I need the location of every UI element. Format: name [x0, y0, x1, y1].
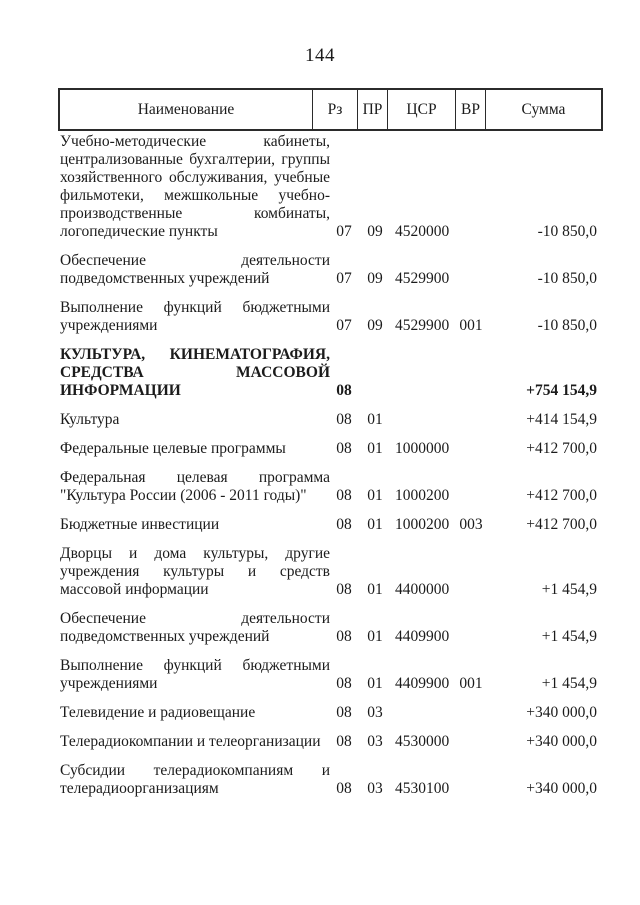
row-name: Обеспечение деятельности подведомственных учреждений: [60, 252, 330, 287]
row-pr-code: 01: [367, 487, 383, 504]
table-row: [58, 411, 603, 429]
row-vr-code: 003: [459, 516, 483, 533]
row-csr-code: 4520000: [395, 223, 450, 240]
row-sum-value: -10 850,0: [537, 317, 597, 334]
row-rz-code: 08: [336, 440, 352, 457]
table-row: [58, 133, 603, 241]
row-name: Культура: [60, 411, 120, 428]
row-sum-value: +412 700,0: [526, 516, 597, 533]
row-sum-value: +414 154,9: [526, 411, 597, 428]
row-name: Телевидение и радиовещание: [60, 704, 256, 721]
row-rz-code: 08: [336, 382, 352, 399]
column-header-csr: ЦСР: [387, 90, 455, 129]
row-sum-value: +340 000,0: [526, 780, 597, 797]
row-csr-code: 4530000: [395, 733, 450, 750]
row-pr-code: 01: [367, 675, 383, 692]
row-rz-code: 08: [336, 487, 352, 504]
row-pr-code: 09: [367, 223, 383, 240]
table-row: [58, 252, 603, 288]
row-sum-value: +1 454,9: [541, 581, 597, 598]
row-pr-code: 03: [367, 704, 383, 721]
row-rz-code: 08: [336, 675, 352, 692]
row-pr-code: 09: [367, 317, 383, 334]
row-rz-code: 07: [336, 270, 352, 287]
table-row: [58, 469, 603, 505]
row-name: Выполнение функций бюджетными учреждениями: [60, 299, 330, 334]
row-csr-code: 1000000: [395, 440, 450, 457]
column-header-name: Наименование: [137, 100, 235, 118]
row-name: Обеспечение деятельности подведомственных учреждений: [60, 610, 330, 645]
row-pr-code: 01: [367, 628, 383, 645]
row-name: Телерадиокомпании и телеорганизации: [60, 733, 321, 750]
row-rz-code: 08: [336, 516, 352, 533]
row-rz-code: 08: [336, 704, 352, 721]
row-name: Учебно-методические кабинеты, централизованные бухгалтерии, группы хозяйственного обслуживания, учебные фильмотеки, межшкольные учебно-производственные комбинаты, логопедические пункты: [60, 133, 330, 240]
table-row: [58, 704, 603, 722]
row-sum-value: +412 700,0: [526, 487, 597, 504]
row-csr-code: 4530100: [395, 780, 450, 797]
row-pr-code: 01: [367, 581, 383, 598]
column-header-vr: ВР: [455, 90, 485, 129]
table-row: [58, 733, 603, 751]
table-row: [58, 299, 603, 335]
row-csr-code: 1000200: [395, 487, 450, 504]
table-row: [58, 440, 603, 458]
row-name: Субсидии телерадиокомпаниям и телерадиоорганизациям: [60, 762, 330, 797]
row-rz-code: 08: [336, 411, 352, 428]
row-sum-value: +754 154,9: [526, 382, 597, 399]
row-name: Дворцы и дома культуры, другие учреждения культуры и средств массовой информации: [60, 545, 330, 598]
row-rz-code: 08: [336, 628, 352, 645]
row-sum-value: +340 000,0: [526, 733, 597, 750]
table-row: [58, 762, 603, 798]
row-sum-value: +340 000,0: [526, 704, 597, 721]
row-pr-code: 01: [367, 411, 383, 428]
table-row: [58, 346, 603, 400]
row-name: Федеральные целевые программы: [60, 440, 286, 457]
row-pr-code: 01: [367, 440, 383, 457]
row-vr-code: 001: [459, 675, 483, 692]
table-header: [58, 88, 603, 131]
row-pr-code: 01: [367, 516, 383, 533]
row-pr-code: 03: [367, 733, 383, 750]
row-csr-code: 4529900: [395, 317, 450, 334]
row-name: КУЛЬТУРА, КИНЕМАТОГРАФИЯ, СРЕДСТВА МАССОВОЙ ИНФОРМАЦИИ: [60, 346, 330, 399]
row-rz-code: 07: [336, 317, 352, 334]
table-row: [58, 516, 603, 534]
page-number: 144: [305, 45, 335, 66]
row-rz-code: 08: [336, 780, 352, 797]
table-row: [58, 657, 603, 693]
row-csr-code: 4529900: [395, 270, 450, 287]
row-rz-code: 07: [336, 223, 352, 240]
row-csr-code: 1000200: [395, 516, 450, 533]
row-name: Бюджетные инвестиции: [60, 516, 220, 533]
table-body: [58, 133, 603, 809]
row-sum-value: -10 850,0: [537, 223, 597, 240]
row-sum-value: +1 454,9: [541, 628, 597, 645]
row-sum-value: +1 454,9: [541, 675, 597, 692]
row-sum-value: +412 700,0: [526, 440, 597, 457]
row-sum-value: -10 850,0: [537, 270, 597, 287]
column-header-pr: ПР: [357, 90, 387, 129]
row-pr-code: 09: [367, 270, 383, 287]
column-header-sum: Сумма: [485, 90, 601, 129]
row-name: Выполнение функций бюджетными учреждениями: [60, 657, 330, 692]
table-row: [58, 545, 603, 599]
row-name: Федеральная целевая программа "Культура России (2006 - 2011 годы)": [60, 469, 330, 504]
row-rz-code: 08: [336, 733, 352, 750]
column-header-rz: Рз: [312, 90, 357, 129]
row-rz-code: 08: [336, 581, 352, 598]
table-row: [58, 610, 603, 646]
row-csr-code: 4409900: [395, 675, 450, 692]
row-vr-code: 001: [459, 317, 483, 334]
row-csr-code: 4409900: [395, 628, 450, 645]
row-csr-code: 4400000: [395, 581, 450, 598]
row-pr-code: 03: [367, 780, 383, 797]
